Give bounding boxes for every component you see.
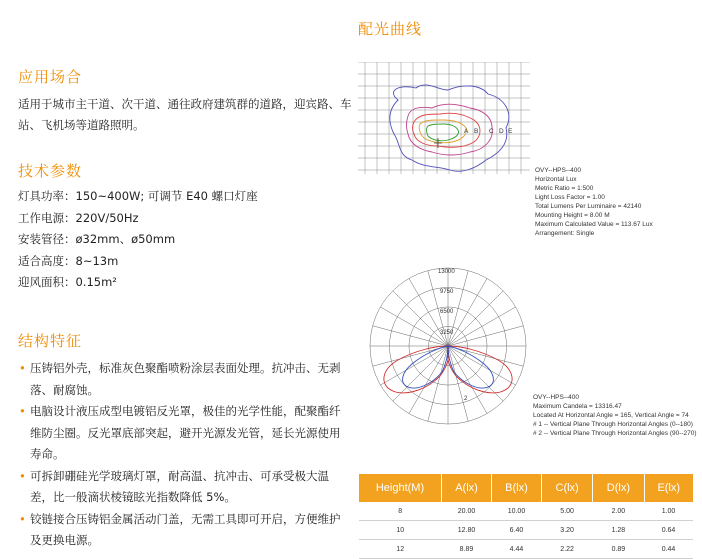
cell: 1.00: [644, 502, 693, 521]
cell: 2.00: [593, 502, 644, 521]
cell: 5.00: [541, 502, 592, 521]
isolux-label-e: E: [508, 128, 513, 135]
isolux-legend-llf: Light Loss Factor = 1.00: [535, 194, 605, 201]
cell: 8: [359, 502, 442, 521]
cell: 8.89: [442, 540, 492, 559]
application-text: 适用于城市主干道、次干道、通往政府建筑群的道路，迎宾路、车站、飞机场等道路照明。: [18, 97, 352, 132]
isolux-legend-arrangement: Arrangement: Single: [535, 230, 595, 237]
cell: 10: [359, 521, 442, 540]
polar-spoke: [409, 346, 448, 414]
feature-item: • 铰链接合压铸铝金属活动门盖，无需工具即可开启，方便维护及更换电源。: [18, 509, 343, 552]
isolux-curve-a: [427, 124, 459, 141]
polar-spoke: [448, 346, 487, 414]
header-height: Height(M): [359, 474, 442, 502]
param-power-supply: 工作电源：220V/50Hz: [18, 210, 139, 225]
table-header-row: [359, 474, 693, 502]
illuminance-table: [359, 474, 693, 559]
isolux-grid: [358, 62, 530, 174]
isolux-legend-height: Mounting Height = 8.00 M: [535, 212, 610, 219]
polar-legend-model: OVY--HPS--400: [533, 394, 579, 401]
cell: 0.89: [593, 540, 644, 559]
polar-legend-location: Located At Horizontal Angle = 165, Vertical Angle = 74: [533, 412, 689, 419]
param-height: 适合高度：8~13m: [18, 253, 119, 268]
cell: 4.44: [491, 540, 541, 559]
param-wind-area: 迎风面积：0.15m²: [18, 275, 117, 289]
cell: 12: [359, 540, 442, 559]
isolux-legend-lumens: Total Lumens Per Luminaire = 42140: [535, 203, 642, 210]
isolux-legend-model: OVY--HPS--400: [535, 167, 581, 174]
param-power: 灯具功率：150~400W; 可调节 E40 螺口灯座: [18, 189, 258, 203]
polar-scale-13000: 13000: [438, 269, 455, 275]
isolux-label-b: B: [474, 128, 479, 135]
polar-spoke: [381, 307, 449, 346]
curve-title: 配光曲线: [358, 20, 423, 38]
table-row: [359, 521, 693, 540]
header-d: D(lx): [593, 474, 644, 502]
tech-params: [18, 186, 348, 294]
application-title: 应用场合: [18, 68, 83, 86]
polar-scale-6500: 6500: [440, 309, 454, 315]
cell: 0.44: [644, 540, 693, 559]
isolux-legend-ratio: Metric Ratio = 1:500: [535, 185, 594, 192]
structure-title: 结构特征: [18, 332, 83, 350]
isolux-legend-max: Maximum Calculated Value = 113.67 Lux: [535, 221, 653, 228]
isolux-label-d: D: [499, 128, 504, 135]
cell: 1.28: [593, 521, 644, 540]
isolux-curve-c: [413, 113, 481, 147]
polar-spoke: [448, 326, 523, 346]
polar-legend-plane-2: # 2 -- Vertical Plane Through Horizontal Angles (90--270): [533, 430, 697, 437]
isolux-diagram: [358, 62, 530, 174]
header-a: A(lx): [442, 474, 492, 502]
table-row: [359, 502, 693, 521]
feature-item: • 电脑设计液压成型电镀铝反光罩，极佳的光学性能，配聚酯纤维防尘圈。反光罩底部突起，避开光源发光管，延长光源使用寿命。: [18, 401, 343, 466]
polar-spoke: [448, 307, 516, 346]
cell: 12.80: [442, 521, 492, 540]
header-e: E(lx): [644, 474, 693, 502]
polar-spoke: [448, 291, 503, 346]
polar-legend-max: Maximum Candela = 13316.47: [533, 403, 622, 410]
header-c: C(lx): [541, 474, 592, 502]
polar-spoke: [393, 291, 448, 346]
tech-title: 技术参数: [18, 162, 83, 180]
param-pipe-diameter: 安装管径：ø32mm、ø50mm: [18, 232, 176, 246]
polar-scale-3250: 3250: [440, 330, 454, 336]
cell: 3.20: [541, 521, 592, 540]
cell: 6.40: [491, 521, 541, 540]
cell: 20.00: [442, 502, 492, 521]
structure-list: [18, 358, 343, 552]
isolux-label-a: A: [464, 128, 469, 135]
polar-spoke: [373, 326, 448, 346]
polar-legend-plane-1: # 1 -- Vertical Plane Through Horizontal Angles (0--180): [533, 421, 693, 428]
isolux-legend-type: Horizontal Lux: [535, 176, 577, 183]
feature-item: • 压铸铝外壳，标准灰色聚酯喷粉涂层表面处理。抗冲击、无剥落、耐腐蚀。: [18, 358, 343, 401]
polar-diagram: [366, 264, 530, 428]
header-b: B(lx): [491, 474, 541, 502]
polar-scale-9750: 9750: [440, 289, 454, 295]
cell: 0.64: [644, 521, 693, 540]
cell: 10.00: [491, 502, 541, 521]
table-row: [359, 540, 693, 559]
polar-spoke: [448, 279, 487, 347]
cell: 2.22: [541, 540, 592, 559]
isolux-legend: [535, 166, 700, 238]
polar-legend: [533, 393, 701, 438]
polar-curve-label: 2: [464, 396, 468, 402]
isolux-label-c: C: [489, 128, 494, 135]
feature-item: • 可拆卸硼硅光学玻璃灯罩，耐高温、抗冲击、可承受极大温差，比一般滴状棱镜眩光指数降低 5%。: [18, 466, 343, 509]
